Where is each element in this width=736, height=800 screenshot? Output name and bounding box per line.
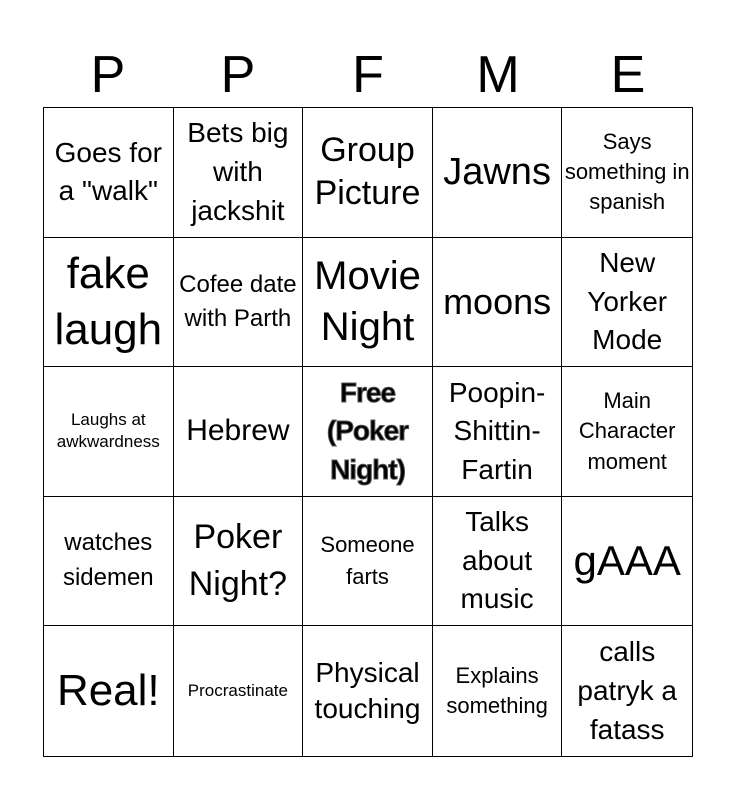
bingo-cell[interactable] xyxy=(174,626,304,756)
cell-label: Poker Night? xyxy=(188,517,288,604)
cell-label: Bets big with jackshit xyxy=(187,117,289,226)
cell-label: watches sidemen xyxy=(62,529,154,592)
bingo-cell[interactable] xyxy=(44,108,174,238)
bingo-cell[interactable] xyxy=(174,497,304,627)
bingo-cell[interactable] xyxy=(174,238,304,368)
cell-label: fake laugh xyxy=(54,248,163,354)
bingo-cell[interactable] xyxy=(433,367,563,497)
cell-label: Physical touching xyxy=(314,657,421,725)
cell-label: Says something in spanish xyxy=(564,129,690,215)
free-space-label: Free (Poker Night) xyxy=(326,376,409,485)
cell-label: Talks about music xyxy=(460,506,534,615)
bingo-cell[interactable] xyxy=(433,238,563,368)
cell-label: Goes for a "walk" xyxy=(54,136,162,207)
bingo-cell[interactable] xyxy=(174,108,304,238)
bingo-header xyxy=(43,44,693,106)
cell-label: Real! xyxy=(56,665,160,715)
cell-label: Group Picture xyxy=(314,130,421,213)
bingo-cell[interactable] xyxy=(303,238,433,368)
bingo-cell[interactable] xyxy=(174,367,304,497)
free-space-cell[interactable] xyxy=(303,367,433,497)
bingo-cell[interactable] xyxy=(44,497,174,627)
cell-label: Hebrew xyxy=(186,414,290,448)
cell-label: Main Character moment xyxy=(578,387,676,474)
header-letter: P xyxy=(90,46,126,104)
cell-label: Cofee date with Parth xyxy=(179,271,297,332)
header-letter: E xyxy=(610,46,646,104)
bingo-cell[interactable] xyxy=(433,108,563,238)
bingo-cell[interactable] xyxy=(562,108,692,238)
cell-label: Jawns xyxy=(443,150,551,193)
header-letter: P xyxy=(220,46,256,104)
bingo-cell[interactable] xyxy=(562,367,692,497)
cell-label: Someone farts xyxy=(320,532,415,590)
bingo-cell[interactable] xyxy=(562,497,692,627)
bingo-cell[interactable] xyxy=(562,238,692,368)
cell-label: New Yorker Mode xyxy=(587,246,668,356)
cell-label: calls patryk a fatass xyxy=(577,636,677,745)
bingo-cell[interactable] xyxy=(303,497,433,627)
header-letter: F xyxy=(352,46,384,104)
cell-label: Procrastinate xyxy=(187,681,288,700)
bingo-cell[interactable] xyxy=(303,626,433,756)
cell-label: moons xyxy=(443,281,552,323)
cell-label: Movie Night xyxy=(314,253,421,349)
bingo-cell[interactable] xyxy=(44,367,174,497)
cell-label: Laughs at awkwardness xyxy=(56,410,160,452)
bingo-cell[interactable] xyxy=(303,108,433,238)
cell-label: Poopin-Shittin-Fartin xyxy=(448,376,546,485)
bingo-cell[interactable] xyxy=(562,626,692,756)
header-letter: M xyxy=(476,46,520,104)
bingo-grid xyxy=(43,107,693,757)
bingo-cell[interactable] xyxy=(433,497,563,627)
bingo-cell[interactable] xyxy=(44,626,174,756)
bingo-cell[interactable] xyxy=(44,238,174,368)
bingo-cell[interactable] xyxy=(433,626,563,756)
cell-label: gAAA xyxy=(573,536,681,584)
cell-label: Explains something xyxy=(446,663,548,719)
